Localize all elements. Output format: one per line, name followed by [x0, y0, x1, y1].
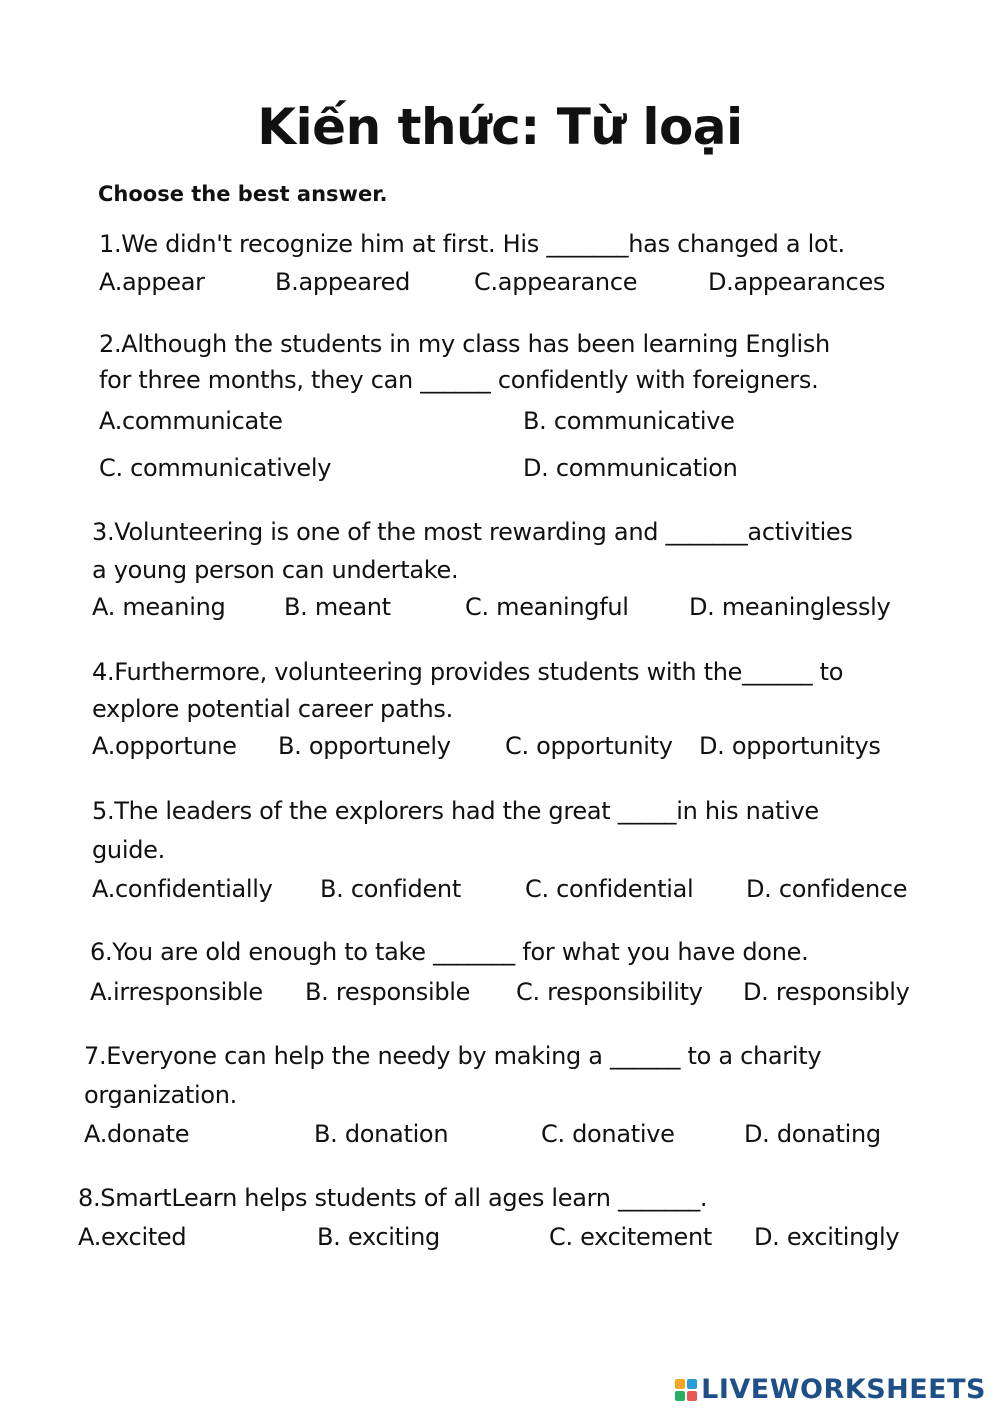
option-5a[interactable]: A.confidentially: [92, 875, 273, 903]
option-1a[interactable]: A.appear: [99, 268, 205, 296]
option-8a[interactable]: A.excited: [78, 1223, 187, 1251]
question-2-line2: for three months, they can ______ confidently with foreigners.: [99, 366, 819, 394]
option-4c[interactable]: C. opportunity: [505, 732, 673, 760]
option-4a[interactable]: A.opportune: [92, 732, 237, 760]
question-8: 8.SmartLearn helps students of all ages learn _______.: [78, 1184, 708, 1212]
answer-blank[interactable]: ______: [420, 366, 491, 394]
question-5: 5.The leaders of the explorers had the great _____in his native: [92, 797, 819, 825]
option-6c[interactable]: C. responsibility: [516, 978, 703, 1006]
question-7-line2: organization.: [84, 1081, 237, 1109]
question-4: 4.Furthermore, volunteering provides students with the______ to: [92, 658, 844, 686]
option-1d[interactable]: D.appearances: [708, 268, 886, 296]
question-6: 6.You are old enough to take _______ for what you have done.: [90, 938, 809, 966]
option-5d[interactable]: D. confidence: [746, 875, 908, 903]
option-7a[interactable]: A.donate: [84, 1120, 190, 1148]
liveworksheets-logo-icon: [675, 1379, 697, 1401]
option-4b[interactable]: B. opportunely: [278, 732, 451, 760]
answer-blank[interactable]: _______: [433, 938, 515, 966]
answer-blank[interactable]: ______: [610, 1042, 681, 1070]
option-3d[interactable]: D. meaninglessly: [689, 593, 891, 621]
option-1c[interactable]: C.appearance: [474, 268, 638, 296]
option-6d[interactable]: D. responsibly: [743, 978, 910, 1006]
answer-blank[interactable]: ______: [742, 658, 813, 686]
instruction-text: Choose the best answer.: [98, 182, 388, 206]
option-8b[interactable]: B. exciting: [317, 1223, 440, 1251]
option-8d[interactable]: D. excitingly: [754, 1223, 900, 1251]
option-2b[interactable]: B. communicative: [523, 407, 735, 435]
brand-name: LIVEWORKSHEETS: [701, 1374, 986, 1405]
option-2c[interactable]: C. communicatively: [99, 454, 332, 482]
option-4d[interactable]: D. opportunitys: [699, 732, 881, 760]
option-2d[interactable]: D. communication: [523, 454, 738, 482]
option-5c[interactable]: C. confidential: [525, 875, 694, 903]
answer-blank[interactable]: _______: [546, 230, 629, 258]
question-3: 3.Volunteering is one of the most rewarding and _______activities: [92, 518, 853, 546]
question-4-line2: explore potential career paths.: [92, 695, 453, 723]
option-3a[interactable]: A. meaning: [92, 593, 226, 621]
option-7c[interactable]: C. donative: [541, 1120, 675, 1148]
liveworksheets-logo[interactable]: [675, 1374, 986, 1405]
answer-blank[interactable]: _______: [665, 518, 748, 546]
answer-blank[interactable]: _______: [618, 1184, 700, 1212]
question-5-line2: guide.: [92, 836, 165, 864]
option-5b[interactable]: B. confident: [320, 875, 461, 903]
option-6a[interactable]: A.irresponsible: [90, 978, 263, 1006]
page-title: Kiến thức: Từ loại: [257, 98, 743, 156]
question-3-line2: a young person can undertake.: [92, 556, 459, 584]
question-1: 1.We didn't recognize him at first. His _______has changed a lot.: [99, 230, 845, 258]
question-2: 2.Although the students in my class has been learning English: [99, 330, 830, 358]
question-7: 7.Everyone can help the needy by making a ______ to a charity: [84, 1042, 822, 1070]
option-6b[interactable]: B. responsible: [305, 978, 471, 1006]
option-1b[interactable]: B.appeared: [275, 268, 411, 296]
option-7d[interactable]: D. donating: [744, 1120, 881, 1148]
option-3b[interactable]: B. meant: [284, 593, 391, 621]
option-2a[interactable]: A.communicate: [99, 407, 283, 435]
option-7b[interactable]: B. donation: [314, 1120, 449, 1148]
answer-blank[interactable]: _____: [617, 797, 677, 825]
option-8c[interactable]: C. excitement: [549, 1223, 713, 1251]
option-3c[interactable]: C. meaningful: [465, 593, 629, 621]
